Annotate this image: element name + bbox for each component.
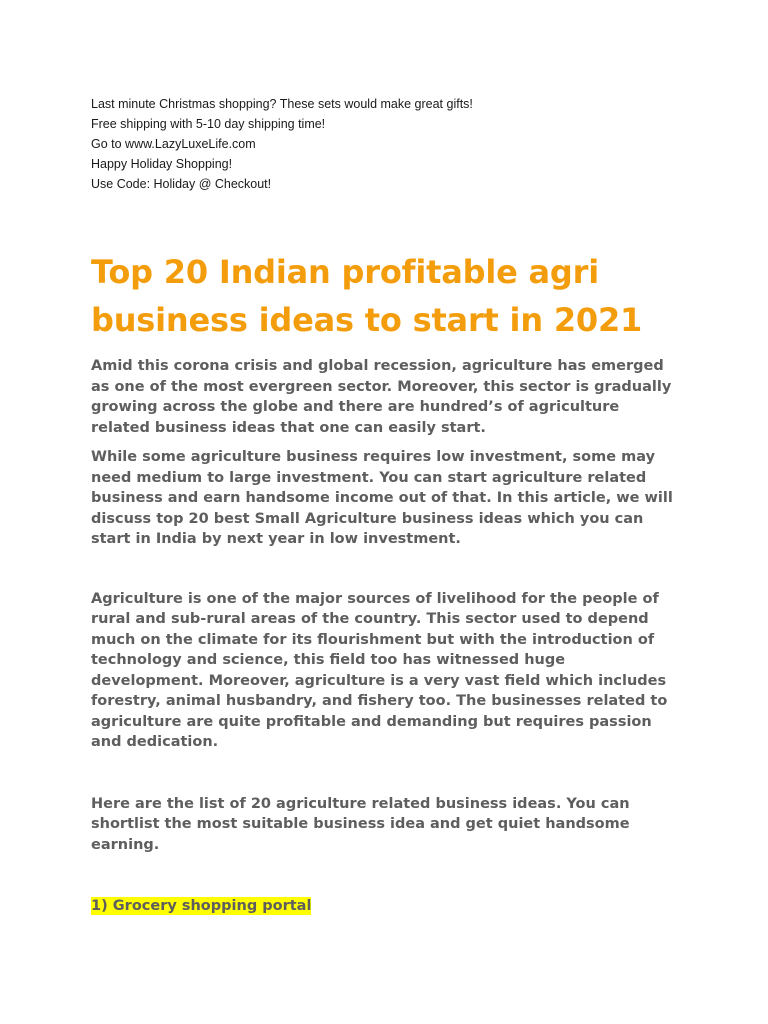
highlighted-heading: 1) Grocery shopping portal [91,898,312,914]
promo-line: Use Code: Holiday @ Checkout! [91,177,272,191]
article-paragraph: Here are the list of 20 agriculture related business ideas. You can shortlist the most suitable business idea and get quiet handsome earning. [91,795,630,853]
promo-block [91,94,681,194]
promo-line: Go to www.LazyLuxeLife.com [91,137,256,151]
document-page [91,94,681,916]
article-title: Top 20 Indian profitable agri business ideas to start in 2021 [91,253,643,339]
promo-line: Free shipping with 5-10 day shipping time! [91,117,326,131]
article-paragraph: Amid this corona crisis and global recession, agriculture has emerged as one of the most evergreen sector. Moreover, this sector is gradually growing across the globe and there are hundred’s of agriculture related business ideas that one can easily start. [91,358,672,436]
promo-line: Happy Holiday Shopping! [91,157,233,171]
promo-line: Last minute Christmas shopping? These sets would make great gifts! [91,97,473,111]
list-item-heading [91,896,681,916]
article-paragraph: Agriculture is one of the major sources of livelihood for the people of rural and sub-rural areas of the country. This sector used to depend much on the climate for its flourishment but with the introduction of technology and science, this field too has witnessed huge development. Moreover, agriculture is a very vast field which includes forestry, animal husbandry, and fishery too. The businesses related to agriculture are quite profitable and demanding but requires passion and dedication. [91,590,668,750]
article-paragraph: While some agriculture business requires low investment, some may need medium to large investment. You can start agriculture related business and earn handsome income out of that. In this article, we will discuss top 20 best Small Agriculture business ideas which you can start in India by next year in low investment. [91,449,673,547]
